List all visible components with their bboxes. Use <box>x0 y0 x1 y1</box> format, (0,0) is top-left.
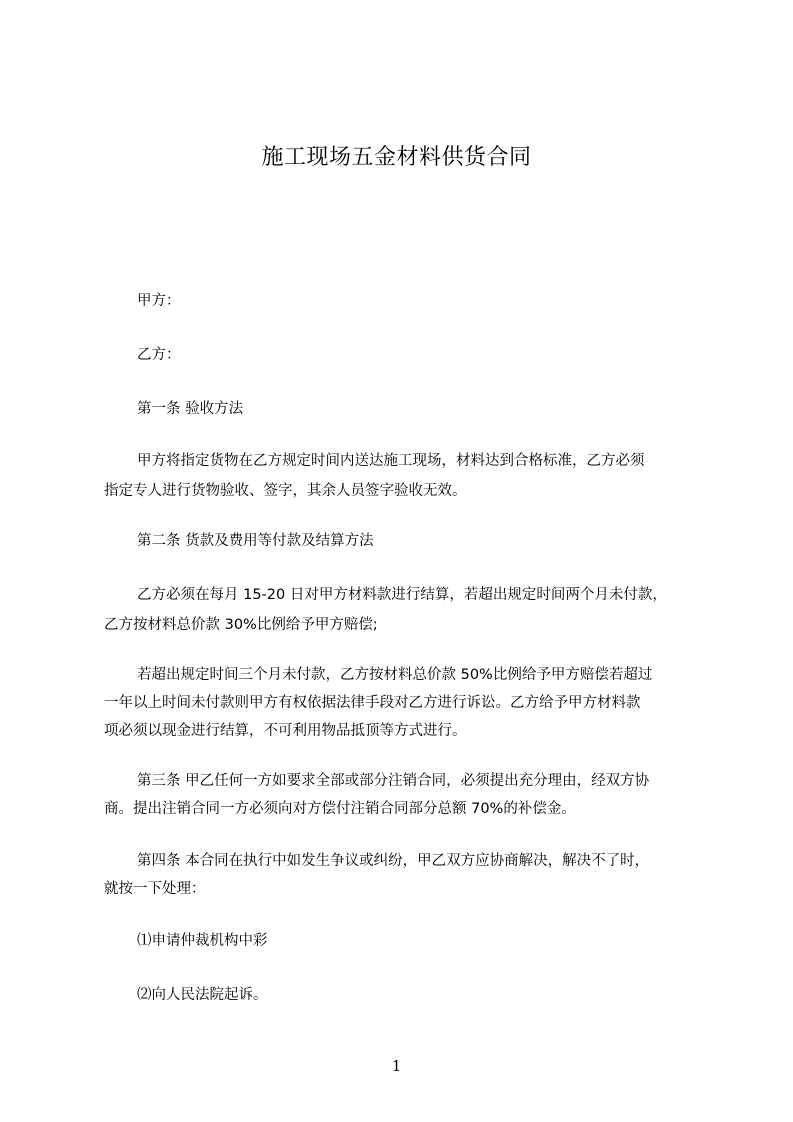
article1-body-line: 甲方将指定货物在乙方规定时间内送达施工现场，材料达到合格标准，乙方必须 <box>137 453 645 469</box>
article2-para1-line: 乙方按材料总价款 30%比例给予甲方赔偿; <box>104 617 378 633</box>
article3-line: 商。提出注销合同一方必须向对方偿付注销合同部分总额 70%的补偿金。 <box>104 801 576 817</box>
article1-body-line: 指定专人进行货物验收、签字，其余人员签字验收无效。 <box>104 483 467 499</box>
article2-para1-line: 乙方必须在每月 15-20 日对甲方材料款进行结算，若超出规定时间两个月未付款， <box>137 587 667 603</box>
article2-para2-line: 项必须以现金进行结算，不可利用物品抵顶等方式进行。 <box>104 723 467 739</box>
article4-line: 第四条 本合同在执行中如发生争议或纠纷，甲乙双方应协商解决，解决不了时， <box>137 853 650 869</box>
article3-line: 第三条 甲乙任何一方如要求全部或部分注销合同，必须提出充分理由，经双方协 <box>137 773 650 789</box>
article4-line: 就按一下处理： <box>104 881 206 897</box>
article2-para2-line: 一年以上时间未付款则甲方有权依据法律手段对乙方进行诉讼。乙方给予甲方材料款 <box>104 695 641 711</box>
article2-para2-line: 若超出规定时间三个月未付款，乙方按材料总价款 50%比例给予甲方赔偿若超过 <box>137 667 653 683</box>
list-item: ⑵向人民法院起诉。 <box>137 987 268 1003</box>
document-title: 施工现场五金材料供货合同 <box>261 145 532 170</box>
article2-heading: 第二条 货款及费用等付款及结算方法 <box>137 533 374 549</box>
party-a-label: 甲方： <box>137 293 181 309</box>
list-item: ⑴申请仲裁机构中彩 <box>137 933 268 949</box>
party-b-label: 乙方： <box>137 347 181 363</box>
article1-heading: 第一条 验收方法 <box>137 401 244 417</box>
page-number: 1 <box>391 1057 402 1075</box>
